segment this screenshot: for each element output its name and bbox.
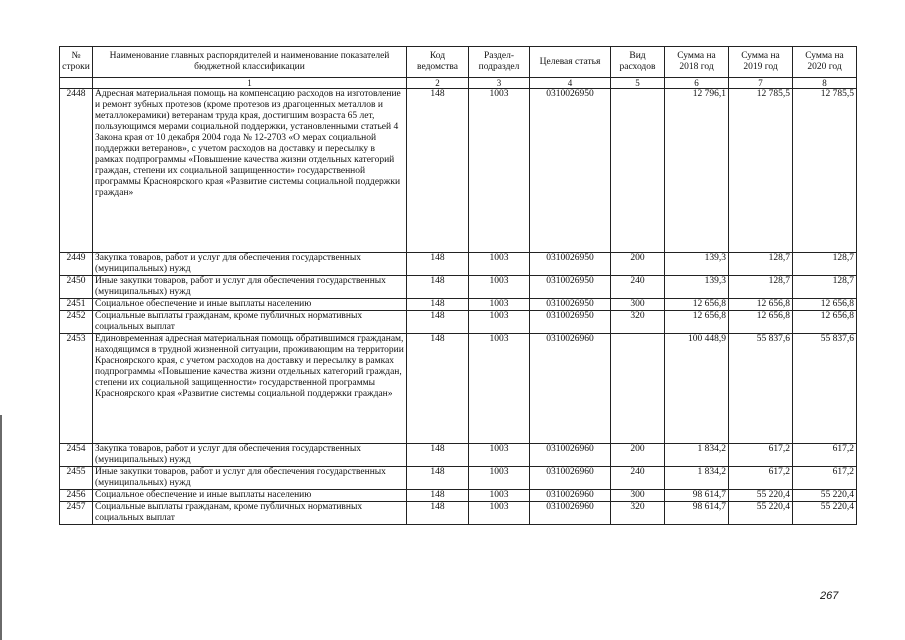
row-target: 0310026950	[530, 276, 611, 299]
row-expense-type: 240	[611, 467, 665, 490]
row-dept-code: 148	[407, 502, 469, 525]
row-section: 1003	[469, 502, 530, 525]
row-name: Закупка товаров, работ и услуг для обеспечения государственных (муниципальных) нужд	[93, 444, 407, 467]
row-sum-2019: 55 220,4	[729, 490, 793, 502]
column-number-row	[60, 78, 857, 89]
header-sum-2018: Сумма на 2018 год	[665, 47, 729, 78]
row-sum-2019: 128,7	[729, 253, 793, 276]
row-target: 0310026960	[530, 334, 611, 444]
row-sum-2018: 139,3	[665, 276, 729, 299]
row-sum-2018: 100 448,9	[665, 334, 729, 444]
row-sum-2019: 617,2	[729, 467, 793, 490]
row-sum-2018: 139,3	[665, 253, 729, 276]
column-number: 2	[407, 78, 469, 89]
table-row	[60, 490, 857, 502]
row-number: 2454	[60, 444, 93, 467]
row-number: 2453	[60, 334, 93, 444]
row-target: 0310026950	[530, 311, 611, 334]
row-dept-code: 148	[407, 490, 469, 502]
column-number: 6	[665, 78, 729, 89]
row-number: 2456	[60, 490, 93, 502]
row-sum-2020: 617,2	[793, 467, 857, 490]
header-sum-2019: Сумма на 2019 год	[729, 47, 793, 78]
column-number: 3	[469, 78, 530, 89]
row-target: 0310026960	[530, 444, 611, 467]
table-row	[60, 299, 857, 311]
header-expense-type: Вид расходов	[611, 47, 665, 78]
table-row	[60, 311, 857, 334]
row-section: 1003	[469, 334, 530, 444]
row-expense-type	[611, 334, 665, 444]
page-edge-shadow	[0, 415, 2, 640]
row-sum-2020: 12 785,5	[793, 89, 857, 253]
header-section: Раздел-подраздел	[469, 47, 530, 78]
row-sum-2019: 12 656,8	[729, 311, 793, 334]
row-section: 1003	[469, 299, 530, 311]
row-section: 1003	[469, 311, 530, 334]
row-sum-2020: 12 656,8	[793, 299, 857, 311]
row-sum-2019: 128,7	[729, 276, 793, 299]
row-expense-type: 200	[611, 253, 665, 276]
row-name: Иные закупки товаров, работ и услуг для обеспечения государственных (муниципальных) нужд	[93, 276, 407, 299]
row-name: Адресная материальная помощь на компенсацию расходов на изготовление и ремонт зубных протезов (кроме протезов из драгоценных металлов и металлокерамики) ветеранам труда края, достигшим возраста 65 лет, пользующимся мерами социальной поддержки, установленными статьей 4 Закона края от 10 декабря 2004 года № 12-2703 «О мерах социальной поддержки ветеранов», с учетом расходов на доставку и пересылку в рамках подпрограммы «Повышение качества жизни отдельных категорий граждан, степени их социальной защищенности» государственной программы Красноярского края «Развитие системы социальной поддержки граждан»	[93, 89, 407, 253]
row-dept-code: 148	[407, 467, 469, 490]
row-name: Социальное обеспечение и иные выплаты населению	[93, 490, 407, 502]
row-expense-type: 240	[611, 276, 665, 299]
row-sum-2020: 617,2	[793, 444, 857, 467]
row-section: 1003	[469, 490, 530, 502]
row-expense-type: 320	[611, 502, 665, 525]
table-row	[60, 467, 857, 490]
header-row-no: № строки	[60, 47, 93, 78]
header-target: Целевая статья	[530, 47, 611, 78]
row-sum-2019: 55 837,6	[729, 334, 793, 444]
row-target: 0310026960	[530, 467, 611, 490]
header-name: Наименование главных распорядителей и наименование показателей бюджетной классификации	[93, 47, 407, 78]
row-name: Иные закупки товаров, работ и услуг для обеспечения государственных (муниципальных) нужд	[93, 467, 407, 490]
table-row	[60, 253, 857, 276]
row-name: Социальные выплаты гражданам, кроме публичных нормативных социальных выплат	[93, 311, 407, 334]
row-name: Закупка товаров, работ и услуг для обеспечения государственных (муниципальных) нужд	[93, 253, 407, 276]
row-number: 2455	[60, 467, 93, 490]
row-section: 1003	[469, 253, 530, 276]
row-dept-code: 148	[407, 334, 469, 444]
column-number	[60, 78, 93, 89]
row-sum-2018: 12 656,8	[665, 299, 729, 311]
row-name: Единовременная адресная материальная помощь обратившимся гражданам, находящимся в трудной жизненной ситуации, проживающим на территории Красноярского края, с учетом расходов на доставку и пересылку в рамках подпрограммы «Повышение качества жизни отдельных категорий граждан, степени их социальной защищенности» государственной программы Красноярского края «Развитие системы социальной поддержки граждан»	[93, 334, 407, 444]
row-target: 0310026950	[530, 89, 611, 253]
header-row	[60, 47, 857, 78]
row-sum-2020: 55 837,6	[793, 334, 857, 444]
row-sum-2019: 12 656,8	[729, 299, 793, 311]
row-number: 2451	[60, 299, 93, 311]
table-row	[60, 502, 857, 525]
row-target: 0310026950	[530, 299, 611, 311]
table-row	[60, 276, 857, 299]
row-sum-2018: 98 614,7	[665, 502, 729, 525]
row-section: 1003	[469, 276, 530, 299]
row-expense-type: 300	[611, 299, 665, 311]
row-section: 1003	[469, 467, 530, 490]
row-number: 2448	[60, 89, 93, 253]
row-section: 1003	[469, 444, 530, 467]
budget-table	[59, 46, 857, 525]
row-dept-code: 148	[407, 253, 469, 276]
row-target: 0310026960	[530, 502, 611, 525]
column-number: 5	[611, 78, 665, 89]
row-number: 2452	[60, 311, 93, 334]
row-target: 0310026960	[530, 490, 611, 502]
row-sum-2018: 98 614,7	[665, 490, 729, 502]
column-number: 1	[93, 78, 407, 89]
row-dept-code: 148	[407, 276, 469, 299]
row-sum-2018: 1 834,2	[665, 444, 729, 467]
row-sum-2020: 12 656,8	[793, 311, 857, 334]
row-number: 2457	[60, 502, 93, 525]
row-sum-2020: 128,7	[793, 253, 857, 276]
row-number: 2450	[60, 276, 93, 299]
row-expense-type: 200	[611, 444, 665, 467]
row-number: 2449	[60, 253, 93, 276]
row-sum-2020: 55 220,4	[793, 490, 857, 502]
row-dept-code: 148	[407, 311, 469, 334]
table-row	[60, 89, 857, 253]
row-dept-code: 148	[407, 89, 469, 253]
table-row	[60, 334, 857, 444]
row-name: Социальные выплаты гражданам, кроме публичных нормативных социальных выплат	[93, 502, 407, 525]
row-dept-code: 148	[407, 444, 469, 467]
header-dept-code: Код ведомства	[407, 47, 469, 78]
column-number: 7	[729, 78, 793, 89]
row-expense-type	[611, 89, 665, 253]
row-name: Социальное обеспечение и иные выплаты населению	[93, 299, 407, 311]
header-sum-2020: Сумма на 2020 год	[793, 47, 857, 78]
row-sum-2018: 1 834,2	[665, 467, 729, 490]
page-number: 267	[820, 590, 839, 602]
row-sum-2019: 55 220,4	[729, 502, 793, 525]
table-row	[60, 444, 857, 467]
row-target: 0310026950	[530, 253, 611, 276]
row-sum-2019: 617,2	[729, 444, 793, 467]
row-sum-2020: 128,7	[793, 276, 857, 299]
row-section: 1003	[469, 89, 530, 253]
row-sum-2018: 12 796,1	[665, 89, 729, 253]
column-number: 4	[530, 78, 611, 89]
row-expense-type: 300	[611, 490, 665, 502]
column-number: 8	[793, 78, 857, 89]
row-dept-code: 148	[407, 299, 469, 311]
row-sum-2020: 55 220,4	[793, 502, 857, 525]
row-expense-type: 320	[611, 311, 665, 334]
row-sum-2019: 12 785,5	[729, 89, 793, 253]
row-sum-2018: 12 656,8	[665, 311, 729, 334]
table-body	[60, 89, 857, 525]
